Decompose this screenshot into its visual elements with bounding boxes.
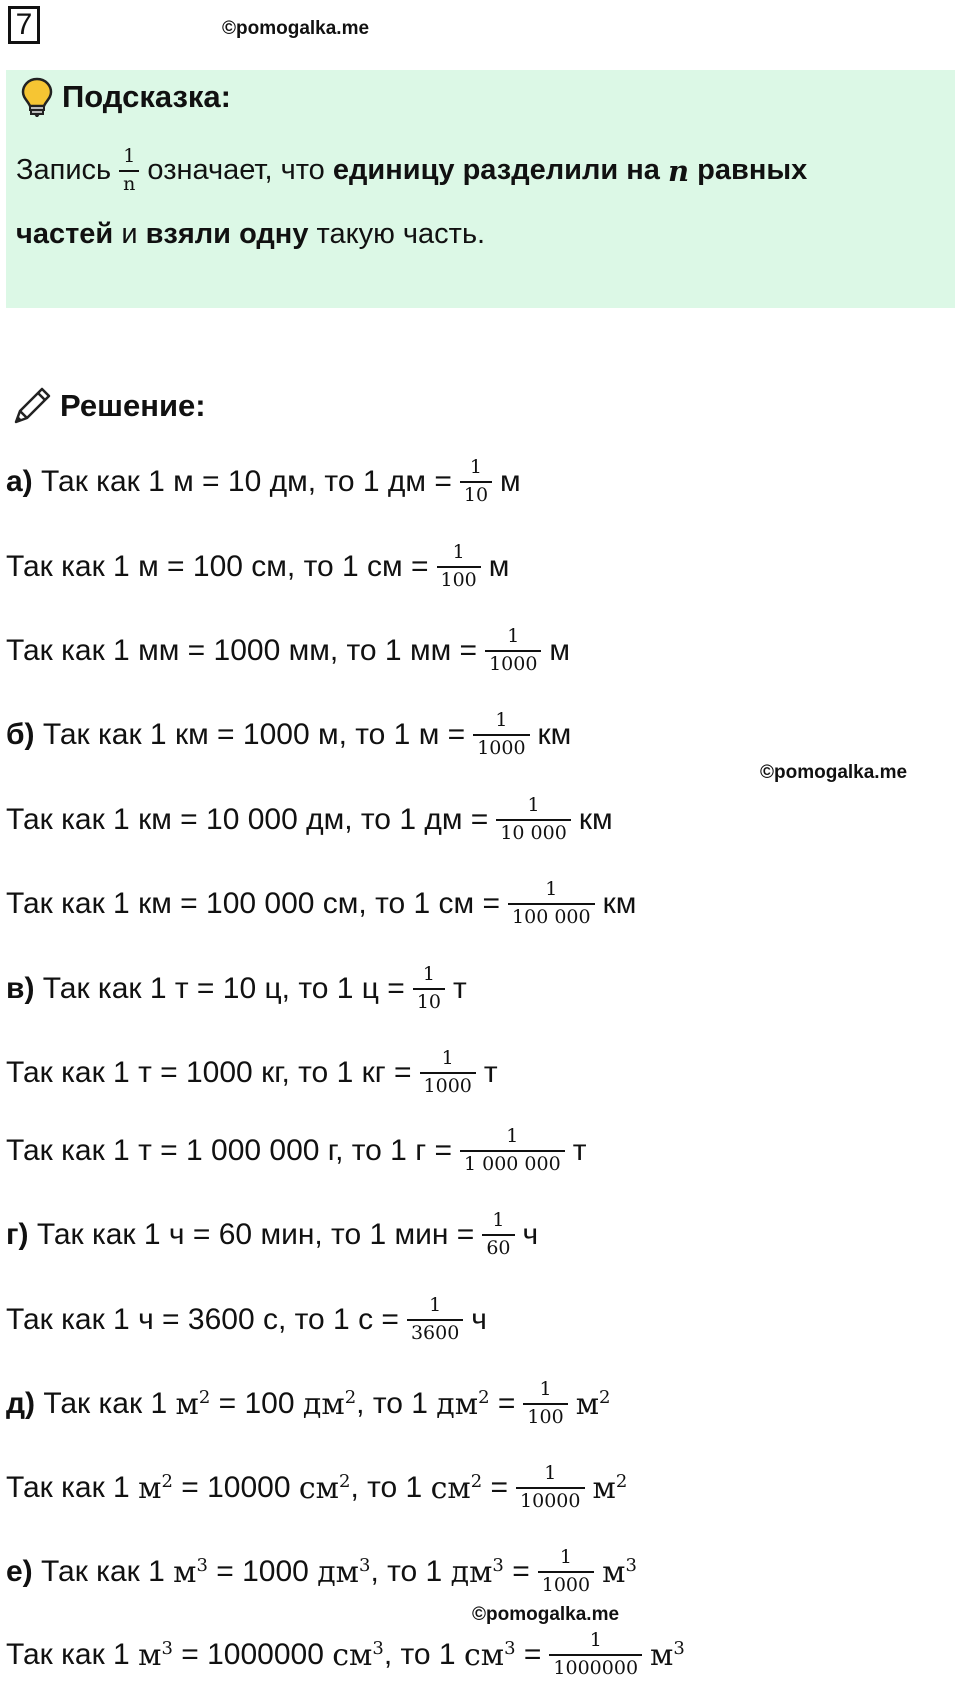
unit: [175, 1387, 210, 1422]
fraction: [482, 1210, 514, 1260]
task-number: 7: [8, 6, 40, 44]
unit-base: дм: [436, 1386, 479, 1422]
watermark-top: ©pomogalka.me: [222, 18, 370, 39]
line-text: = 1000000: [181, 1638, 324, 1671]
frac-den: 10: [460, 481, 492, 507]
unit-base: м: [173, 1554, 197, 1590]
line-text: =: [523, 1638, 542, 1671]
part-label: а): [6, 465, 33, 498]
unit: [299, 1471, 351, 1506]
unit: т: [483, 1056, 498, 1089]
watermark-bottom: ©pomogalka.me: [472, 1604, 620, 1625]
solution-line: [6, 1200, 538, 1270]
frac-den: 100 000: [508, 903, 595, 929]
unit-power: 3: [359, 1554, 371, 1576]
frac-den: 1000: [538, 1571, 594, 1597]
frac-den: 1000000: [549, 1654, 642, 1680]
frac-num: 1: [589, 1629, 602, 1652]
solution-line: [6, 1116, 586, 1186]
line-text: Так как 1 т = 1 000 000 г, то 1 г =: [6, 1134, 452, 1167]
hint-frac-num: 1: [123, 145, 136, 167]
frac-den: 10: [413, 988, 445, 1014]
unit-power: 2: [161, 1470, 173, 1492]
hint-frac-den: n: [119, 170, 139, 196]
fraction: [549, 1630, 642, 1680]
unit-power: 2: [470, 1470, 483, 1492]
line-text: = 100: [218, 1387, 295, 1420]
unit-base: см: [298, 1470, 339, 1506]
fraction: [413, 964, 445, 1014]
frac-den: 1 000 000: [460, 1150, 565, 1176]
solution-line-power: [6, 1537, 637, 1607]
unit: т: [572, 1134, 587, 1167]
unit: [173, 1555, 208, 1590]
lightbulb-icon: [20, 76, 54, 118]
line-text: Так как 1 м = 100 см, то 1 см =: [6, 550, 429, 583]
unit-power: 3: [492, 1554, 504, 1576]
unit: [464, 1638, 516, 1673]
frac-num: 1: [422, 963, 435, 986]
solution-title-text: Решение:: [60, 388, 206, 423]
watermark-middle: ©pomogalka.me: [760, 762, 908, 783]
frac-num: 1: [429, 1294, 442, 1317]
unit: [317, 1555, 370, 1590]
frac-num: 1: [559, 1546, 572, 1569]
unit-base: м: [175, 1386, 199, 1422]
frac-den: 10 000: [496, 819, 570, 845]
part-label: в): [6, 972, 35, 1005]
unit-power: 2: [615, 1470, 628, 1492]
fraction: [538, 1547, 594, 1597]
part-label: е): [6, 1555, 33, 1588]
hint-bold: взяли одну: [145, 218, 309, 250]
unit-power: 2: [198, 1386, 211, 1408]
unit: м: [488, 550, 510, 583]
fraction: [508, 879, 595, 929]
line-text: =: [490, 1471, 509, 1504]
frac-den: 1000: [420, 1072, 476, 1098]
unit-base: см: [332, 1637, 373, 1673]
unit: [576, 1387, 611, 1422]
hint-bold: единицу разделили на: [332, 154, 660, 187]
line-text: =: [512, 1555, 530, 1588]
solution-line: [6, 869, 636, 939]
line-text: Так как 1 т = 10 ц, то 1 ц =: [42, 972, 405, 1005]
line-text: , то 1: [370, 1555, 443, 1588]
hint-title-text: Подсказка:: [62, 79, 231, 114]
frac-num: 1: [539, 1378, 552, 1401]
frac-num: 1: [544, 1462, 557, 1485]
frac-den: 100: [523, 1403, 567, 1429]
hint-bold: равных: [697, 154, 808, 187]
line-text: =: [497, 1387, 516, 1420]
frac-num: 1: [506, 1125, 519, 1148]
frac-den: 10000: [516, 1487, 584, 1513]
fraction: [516, 1463, 584, 1513]
unit-power: 3: [196, 1554, 208, 1576]
solution-line: [6, 785, 613, 855]
solution-line: [6, 447, 521, 517]
frac-den: 1000: [473, 734, 529, 760]
fraction: [485, 626, 541, 676]
unit-power: 2: [339, 1470, 351, 1492]
unit-power: 3: [372, 1637, 384, 1659]
unit-base: м: [138, 1470, 162, 1506]
unit-base: см: [430, 1470, 471, 1506]
unit: [602, 1555, 637, 1590]
line-text: Так как 1 ч = 3600 с, то 1 с =: [6, 1303, 399, 1336]
part-label: б): [6, 718, 35, 751]
hint-title: [20, 76, 231, 118]
unit: т: [453, 972, 467, 1005]
frac-num: 1: [507, 625, 520, 648]
fraction: [523, 1379, 567, 1429]
solution-line-power: [6, 1620, 685, 1690]
unit: [436, 1387, 489, 1422]
solution-line-power: [6, 1369, 610, 1439]
solution-line: [6, 532, 509, 602]
hint-line-2: [16, 218, 485, 251]
line-text: = 1000: [216, 1555, 309, 1588]
frac-den: 3600: [407, 1319, 463, 1345]
unit-base: дм: [302, 1386, 345, 1422]
frac-num: 1: [495, 709, 508, 732]
unit-base: дм: [317, 1554, 360, 1590]
solution-line: [6, 616, 570, 686]
line-text: Так как 1 м = 10 дм, то 1 дм =: [41, 465, 452, 498]
line-text: = 10000: [181, 1471, 291, 1504]
hint-line-1: [16, 146, 807, 196]
unit: [138, 1638, 173, 1673]
unit-power: 2: [599, 1386, 611, 1408]
unit: [431, 1471, 483, 1506]
line-text: , то 1: [383, 1638, 456, 1671]
unit: [332, 1638, 384, 1673]
solution-line-power: [6, 1453, 627, 1523]
fraction: [407, 1295, 463, 1345]
unit-base: дм: [450, 1554, 493, 1590]
pencil-icon: [10, 384, 54, 428]
unit-base: см: [463, 1637, 505, 1673]
line-text: Так как 1 ч = 60 мин, то 1 мин =: [36, 1218, 475, 1251]
solution-line: [6, 700, 571, 770]
unit: ч: [522, 1218, 539, 1251]
hint-fraction: [119, 146, 139, 196]
frac-num: 1: [441, 1047, 454, 1070]
unit: км: [578, 803, 613, 836]
frac-num: 1: [545, 878, 558, 901]
unit-base: м: [650, 1637, 674, 1673]
frac-num: 1: [469, 456, 482, 479]
line-text: Так как 1 км = 100 000 см, то 1 см =: [6, 887, 501, 920]
unit: м: [500, 465, 521, 498]
line-text: Так как 1 т = 1000 кг, то 1 кг =: [6, 1056, 412, 1089]
unit-base: м: [592, 1470, 616, 1506]
part-label: г): [6, 1218, 29, 1251]
line-text: Так как 1 км = 1000 м, то 1 м =: [42, 718, 466, 751]
line-text: Так как 1: [6, 1638, 130, 1671]
unit-power: 2: [478, 1386, 490, 1408]
line-text: , то 1: [356, 1387, 428, 1420]
solution-line: [6, 1038, 498, 1108]
unit-power: 3: [625, 1554, 637, 1576]
fraction: [437, 542, 481, 592]
solution-line: [6, 1285, 487, 1355]
fraction: [473, 710, 529, 760]
unit: [138, 1471, 173, 1506]
unit-base: м: [602, 1554, 626, 1590]
solution-title: [10, 384, 206, 428]
line-text: Так как 1: [6, 1471, 130, 1504]
hint-var: n: [668, 153, 690, 188]
line-text: Так как 1 мм = 1000 мм, то 1 мм =: [6, 634, 478, 667]
solution-line: [6, 954, 467, 1024]
hint-text: и: [121, 218, 138, 250]
unit-base: м: [138, 1637, 162, 1673]
frac-num: 1: [527, 794, 540, 817]
unit: ч: [471, 1303, 487, 1336]
fraction: [460, 457, 492, 507]
fraction: [496, 795, 570, 845]
hint-bold: частей: [16, 218, 114, 250]
unit-power: 2: [344, 1386, 357, 1408]
unit-power: 3: [504, 1637, 516, 1659]
unit: км: [537, 718, 572, 751]
frac-den: 100: [437, 566, 481, 592]
unit-power: 3: [161, 1637, 173, 1659]
unit: [451, 1555, 504, 1590]
frac-den: 1000: [485, 650, 541, 676]
frac-num: 1: [492, 1209, 505, 1232]
hint-text: Запись: [16, 154, 112, 187]
hint-text: такую часть.: [316, 218, 486, 250]
frac-num: 1: [452, 541, 465, 564]
unit-base: м: [575, 1386, 600, 1422]
fraction: [420, 1048, 476, 1098]
unit: км: [602, 887, 637, 920]
part-label: д): [6, 1387, 36, 1420]
unit: [303, 1387, 356, 1422]
unit: [593, 1471, 628, 1506]
line-text: Так как 1: [43, 1387, 168, 1420]
unit: м: [549, 634, 571, 667]
unit: [650, 1638, 685, 1673]
line-text: Так как 1: [41, 1555, 165, 1588]
fraction: [460, 1126, 565, 1176]
line-text: Так как 1 км = 10 000 дм, то 1 дм =: [6, 803, 489, 836]
line-text: , то 1: [350, 1471, 423, 1504]
hint-text: означает, что: [147, 154, 325, 187]
frac-den: 60: [482, 1234, 514, 1260]
unit-power: 3: [673, 1637, 685, 1659]
